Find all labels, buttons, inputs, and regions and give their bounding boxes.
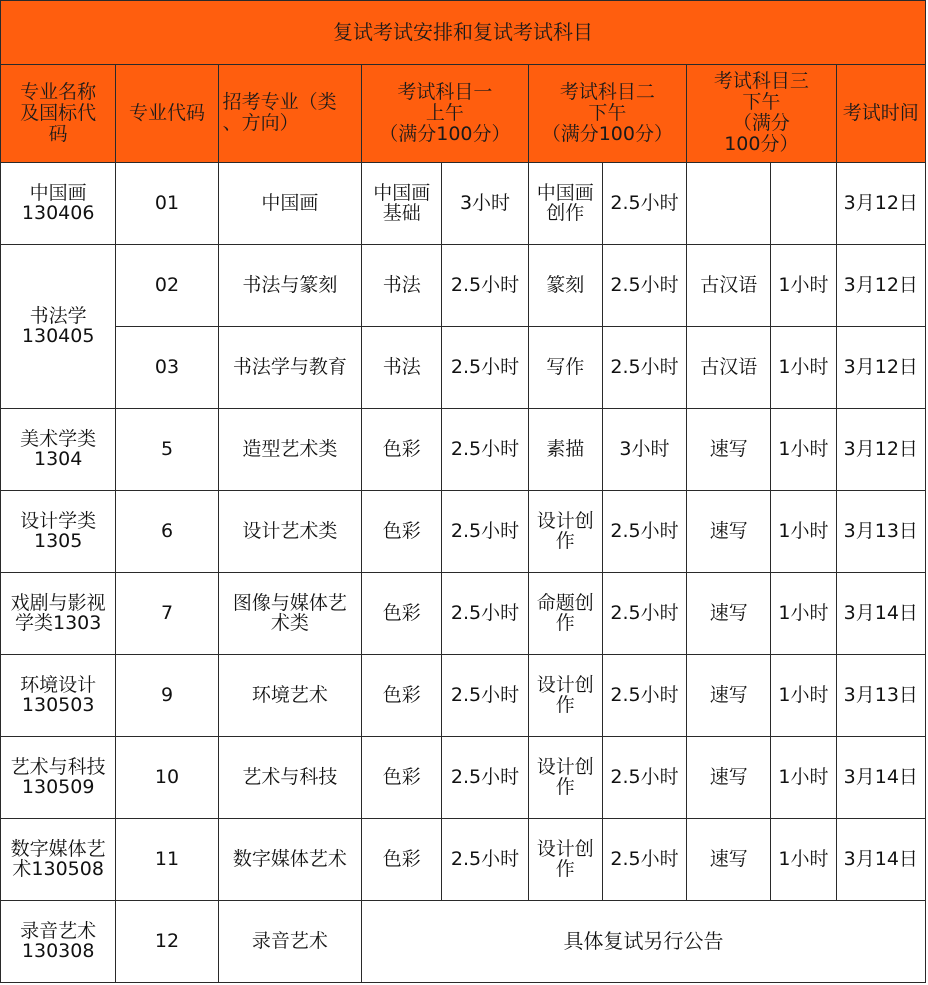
header-row (1, 64, 926, 162)
cell-subject-3: 速写 (687, 408, 771, 490)
cell-date: 3月12日 (836, 162, 925, 244)
table-row (1, 818, 926, 900)
cell-duration-3: 1小时 (771, 654, 836, 736)
table-title: 复试考试安排和复试考试科目 (1, 1, 926, 65)
cell-major: 戏剧与影视 学类1303 (1, 572, 116, 654)
cell-subject-2: 命题创 作 (528, 572, 602, 654)
cell-major: 设计学类 1305 (1, 490, 116, 572)
table-row (1, 326, 926, 408)
header-subject-3: 考试科目三 下午 （满分 100分） (687, 64, 836, 162)
cell-duration-2: 2.5小时 (602, 162, 686, 244)
cell-code: 11 (116, 818, 218, 900)
cell-notice: 具体复试另行公告 (362, 900, 926, 982)
cell-duration-2: 2.5小时 (602, 326, 686, 408)
cell-major: 录音艺术 130308 (1, 900, 116, 982)
table-row (1, 736, 926, 818)
cell-duration-1: 2.5小时 (442, 654, 528, 736)
cell-subject-1: 色彩 (362, 654, 442, 736)
cell-code: 6 (116, 490, 218, 572)
cell-direction: 设计艺术类 (218, 490, 361, 572)
title-row (1, 1, 926, 65)
cell-date: 3月14日 (836, 818, 925, 900)
cell-subject-1: 书法 (362, 244, 442, 326)
cell-duration-3: 1小时 (771, 408, 836, 490)
cell-date: 3月12日 (836, 408, 925, 490)
cell-code: 12 (116, 900, 218, 982)
cell-direction: 环境艺术 (218, 654, 361, 736)
cell-duration-2: 2.5小时 (602, 736, 686, 818)
cell-subject-1: 书法 (362, 326, 442, 408)
cell-duration-1: 2.5小时 (442, 736, 528, 818)
cell-duration-1: 2.5小时 (442, 490, 528, 572)
cell-duration-3: 1小时 (771, 244, 836, 326)
cell-subject-2: 素描 (528, 408, 602, 490)
header-exam-time: 考试时间 (836, 64, 925, 162)
header-major: 专业名称 及国标代 码 (1, 64, 116, 162)
cell-subject-3 (687, 162, 771, 244)
header-code: 专业代码 (116, 64, 218, 162)
cell-duration-3: 1小时 (771, 490, 836, 572)
cell-code: 01 (116, 162, 218, 244)
cell-subject-3: 速写 (687, 490, 771, 572)
cell-subject-2: 中国画 创作 (528, 162, 602, 244)
cell-direction: 书法与篆刻 (218, 244, 361, 326)
cell-duration-1: 2.5小时 (442, 408, 528, 490)
cell-code: 7 (116, 572, 218, 654)
header-subject-2: 考试科目二 下午 （满分100分） (528, 64, 686, 162)
table-row (1, 654, 926, 736)
cell-code: 5 (116, 408, 218, 490)
cell-duration-2: 2.5小时 (602, 244, 686, 326)
cell-duration-2: 3小时 (602, 408, 686, 490)
cell-subject-1: 色彩 (362, 736, 442, 818)
cell-direction: 艺术与科技 (218, 736, 361, 818)
cell-date: 3月13日 (836, 654, 925, 736)
cell-duration-2: 2.5小时 (602, 654, 686, 736)
cell-major: 书法学 130405 (1, 244, 116, 408)
cell-duration-2: 2.5小时 (602, 490, 686, 572)
cell-subject-3: 速写 (687, 818, 771, 900)
cell-subject-3: 速写 (687, 572, 771, 654)
cell-duration-1: 2.5小时 (442, 244, 528, 326)
cell-date: 3月12日 (836, 244, 925, 326)
cell-subject-3: 古汉语 (687, 326, 771, 408)
cell-duration-1: 2.5小时 (442, 818, 528, 900)
table-row (1, 162, 926, 244)
cell-major: 中国画 130406 (1, 162, 116, 244)
cell-direction: 书法学与教育 (218, 326, 361, 408)
cell-subject-3: 古汉语 (687, 244, 771, 326)
cell-date: 3月13日 (836, 490, 925, 572)
cell-duration-1: 3小时 (442, 162, 528, 244)
header-subject-1: 考试科目一 上午 （满分100分） (362, 64, 529, 162)
cell-duration-2: 2.5小时 (602, 818, 686, 900)
cell-duration-3: 1小时 (771, 326, 836, 408)
cell-duration-3: 1小时 (771, 572, 836, 654)
cell-code: 9 (116, 654, 218, 736)
cell-duration-2: 2.5小时 (602, 572, 686, 654)
cell-direction: 中国画 (218, 162, 361, 244)
cell-subject-2: 篆刻 (528, 244, 602, 326)
cell-duration-3: 1小时 (771, 736, 836, 818)
cell-subject-2: 设计创 作 (528, 736, 602, 818)
cell-subject-2: 设计创 作 (528, 818, 602, 900)
cell-major: 环境设计 130503 (1, 654, 116, 736)
cell-subject-1: 色彩 (362, 818, 442, 900)
cell-direction: 录音艺术 (218, 900, 361, 982)
cell-subject-1: 色彩 (362, 408, 442, 490)
table-row (1, 490, 926, 572)
cell-code: 02 (116, 244, 218, 326)
cell-date: 3月12日 (836, 326, 925, 408)
cell-date: 3月14日 (836, 572, 925, 654)
cell-major: 艺术与科技 130509 (1, 736, 116, 818)
cell-code: 03 (116, 326, 218, 408)
header-direction: 招考专业（类 、方向） (218, 64, 361, 162)
cell-subject-1: 中国画 基础 (362, 162, 442, 244)
cell-duration-3: 1小时 (771, 818, 836, 900)
cell-subject-2: 写作 (528, 326, 602, 408)
table-row (1, 900, 926, 982)
cell-subject-1: 色彩 (362, 490, 442, 572)
cell-date: 3月14日 (836, 736, 925, 818)
cell-subject-3: 速写 (687, 654, 771, 736)
cell-subject-2: 设计创 作 (528, 490, 602, 572)
cell-direction: 数字媒体艺术 (218, 818, 361, 900)
cell-duration-3 (771, 162, 836, 244)
cell-subject-3: 速写 (687, 736, 771, 818)
cell-code: 10 (116, 736, 218, 818)
table-row (1, 572, 926, 654)
cell-subject-2: 设计创 作 (528, 654, 602, 736)
cell-duration-1: 2.5小时 (442, 572, 528, 654)
cell-direction: 图像与媒体艺 术类 (218, 572, 361, 654)
cell-major: 数字媒体艺 术130508 (1, 818, 116, 900)
table-row (1, 408, 926, 490)
cell-major: 美术学类 1304 (1, 408, 116, 490)
cell-direction: 造型艺术类 (218, 408, 361, 490)
table-row (1, 244, 926, 326)
cell-subject-1: 色彩 (362, 572, 442, 654)
cell-duration-1: 2.5小时 (442, 326, 528, 408)
